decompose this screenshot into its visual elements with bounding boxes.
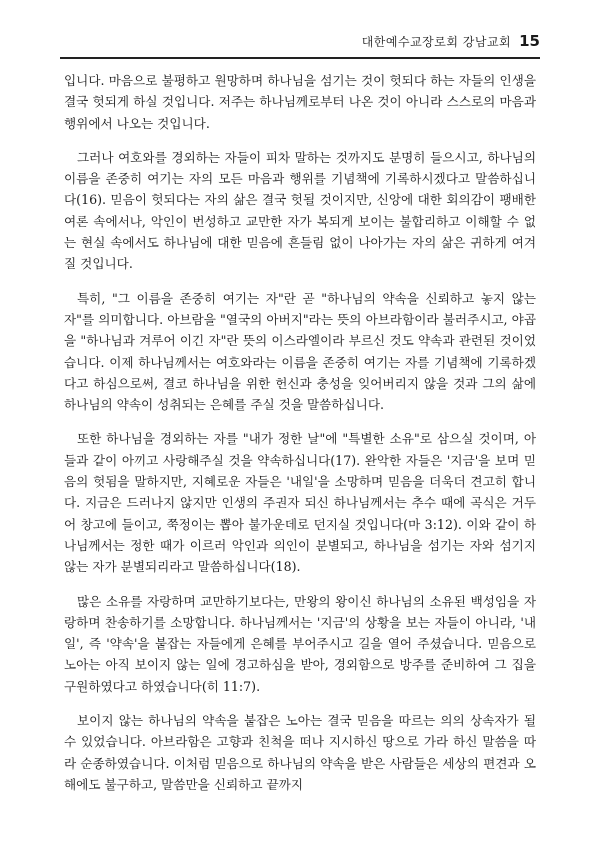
paragraph-4: 또한 하나님을 경외하는 자를 "내가 정한 날"에 "특별한 소유"로 삼으실 것이며, 아들과 같이 아끼고 사랑해주실 것을 약속하십니다(17). 완악한 자들은 '지금'을 보며 믿음의 헛됨을 말하지만, 지혜로운 자들은 '내일'을 소망하며 믿음을 더욱더 견고히 합니다. 지금은 드러나지 않지만 인생의 주권자 되신 하나님께서는 추수 때에 곡식은 거두어 창고에 들이고, 쭉정이는 뽑아 불가운데로 던지실 것입니다(마 3:12). 이와 같이 하나님께서는 정한 때가 이르러 악인과 의인이 분별되고, 하나님을 섬기는 자와 섬기지 않는 자가 분별되리라고 말씀하십니다(18). <box>64 431 536 575</box>
page-header <box>60 30 540 52</box>
header-divider <box>60 57 540 59</box>
paragraph-2: 그러나 여호와를 경외하는 자들이 피차 말하는 것까지도 분명히 들으시고, 하나님의 이름을 존중히 여기는 자의 모든 마음과 행위를 기념책에 기록하시겠다고 말씀하십니다(16). 믿음이 헛되다는 자의 삶은 결국 헛될 것이지만, 신앙에 대한 회의감이 팽배한 여론 속에서나, 악인이 번성하고 교만한 자가 복되게 보이는 불합리하고 이해할 수 없는 현실 속에서도 하나님에 대한 믿음에 흔들림 없이 나아가는 자의 삶은 귀하게 여겨질 것입니다. <box>64 149 536 272</box>
paragraph-1: 입니다. 마음으로 불평하고 원망하며 하나님을 섬기는 것이 헛되다 하는 자들의 인생을 결국 헛되게 하실 것입니다. 저주는 하나님께로부터 나온 것이 아니라 스스로의 마음과 행위에서 나오는 것입니다. <box>64 73 536 131</box>
paragraph-5: 많은 소유를 자랑하며 교만하기보다는, 만왕의 왕이신 하나님의 소유된 백성임을 자랑하며 찬송하기를 소망합니다. 하나님께서는 '지금'의 상황을 보는 자들이 아니라, '내일', 즉 '약속'을 붙잡는 자들에게 은혜를 부어주시고 길을 열어 주셨습니다. 믿음으로 노아는 아직 보이지 않는 일에 경고하심을 받아, 경외함으로 방주를 준비하여 그 집을 구원하였다고 하였습니다(히 11:7). <box>64 593 536 694</box>
paragraph-6: 보이지 않는 하나님의 약속을 붙잡은 노아는 결국 믿음을 따르는 의의 상속자가 될 수 있었습니다. 아브라함은 고향과 친척을 떠나 지시하신 땅으로 가라 하신 말씀을 따라 순종하였습니다. 이처럼 믿음으로 하나님의 약속을 받은 사람들은 세상의 편견과 오해에도 불구하고, 말씀만을 신뢰하고 끝까지 <box>64 713 536 792</box>
body-text <box>64 70 536 808</box>
church-name: 대한예수교장로회 강남교회 <box>361 34 512 49</box>
page-number: 15 <box>519 32 540 50</box>
paragraph-3: 특히, "그 이름을 존중히 여기는 자"란 곧 "하나님의 약속을 신뢰하고 놓지 않는 자"를 의미합니다. 아브람을 "열국의 아버지"라는 뜻의 아브라함이라 불러주시고, 야곱을 "하나님과 겨루어 이긴 자"란 뜻의 이스라엘이라 부르신 것도 약속과 관련된 것이었습니다. 이제 하나님께서는 여호와라는 이름을 존중히 여기는 자를 기념책에 기록하겠다고 하심으로써, 결코 하나님을 위한 헌신과 충성을 잊어버리지 않을 것과 그의 삶에 하나님의 약속이 성취되는 은혜를 주실 것을 말씀하십니다. <box>64 290 536 413</box>
